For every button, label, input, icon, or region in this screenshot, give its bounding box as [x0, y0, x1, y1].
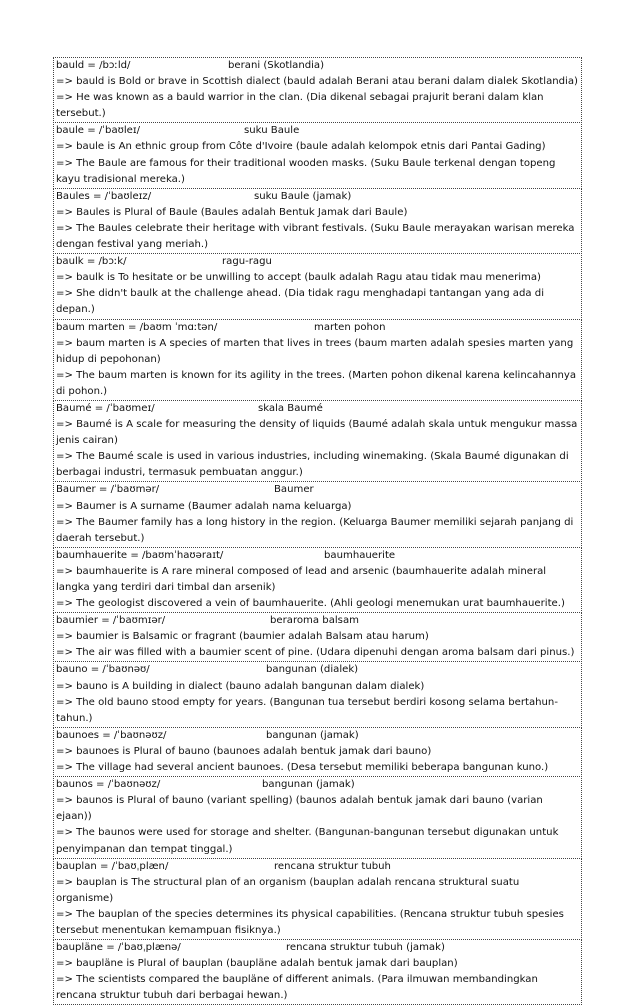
entry-translation: ragu-ragu — [222, 256, 272, 268]
entry-header — [56, 777, 579, 793]
entry-headword: baunos = /ˈbaʊnəʊz/ — [56, 779, 161, 791]
entry-translation: marten pohon — [314, 321, 386, 333]
entry-example: => The old bauno stood empty for years. (Bangunan tua tersebut berdiri kosong selama bertahun-tahun.) — [56, 696, 558, 724]
entry-definition: => baule is An ethnic group from Côte d'Ivoire (baule adalah kelompok etnis dari Pantai Gading) — [56, 141, 546, 153]
entry-definition: => baunos is Plural of bauno (variant spelling) (baunos adalah bentuk jamak dari bauno (varian ejaan)) — [56, 795, 543, 823]
entry-definition: => bauld is Bold or brave in Scottish dialect (bauld adalah Berani atau berani dalam dialek Skotlandia) — [56, 76, 578, 88]
entry-header — [56, 728, 579, 744]
entry-example: => The Baumé scale is used in various industries, including winemaking. (Skala Baumé digunakan di berbagai industri, termasuk pembuatan anggur.) — [56, 451, 569, 479]
entry-example: => The geologist discovered a vein of baumhauerite. (Ahli geologi menemukan urat baumhauerite.) — [56, 598, 565, 610]
dictionary-entry — [53, 122, 582, 188]
dictionary-entry — [53, 319, 582, 401]
entry-translation: bangunan (dialek) — [266, 664, 359, 676]
entry-example: => The Baules celebrate their heritage with vibrant festivals. (Suku Baule merayakan warisan mereka dengan festival yang meriah.) — [56, 222, 575, 251]
entry-headword: baulk = /bɔːk/ — [56, 256, 127, 268]
entry-header — [56, 401, 579, 417]
entry-definition: => baunoes is Plural of bauno (baunoes adalah bentuk jamak dari bauno) — [56, 745, 432, 757]
entry-headword: bauno = /ˈbaʊnəʊ/ — [56, 664, 150, 676]
entry-example: => The baum marten is known for its agility in the trees. (Marten pohon dikenal karena kelincahannya di pohon.) — [56, 369, 577, 397]
entry-headword: bauplan = /ˈbaʊˌplæn/ — [56, 860, 169, 872]
entry-definition: => baumhauerite is A rare mineral composed of lead and arsenic (baumhauerite adalah mineral langka yang terdiri dari timbal dan arsenik) — [56, 565, 547, 593]
dictionary-entry — [53, 481, 582, 547]
entry-headword: baupläne = /ˈbaʊˌplænə/ — [56, 942, 181, 954]
entry-translation: suku Baule (jamak) — [254, 190, 352, 202]
entry-headword: baule = /ˈbaʊleɪ/ — [56, 125, 141, 137]
entry-header — [56, 189, 579, 205]
dictionary-entry — [53, 661, 582, 727]
entry-translation: rencana struktur tubuh (jamak) — [286, 942, 445, 954]
entry-translation: baumhauerite — [324, 549, 396, 561]
entry-definition: => Baumé is A scale for measuring the density of liquids (Baumé adalah skala untuk mengukur massa jenis cairan) — [56, 419, 578, 447]
entry-example: => The baunos were used for storage and shelter. (Bangunan-bangunan tersebut digunakan untuk penyimpanan dan tempat tinggal.) — [56, 827, 559, 855]
entry-definition: => baumier is Balsamic or fragrant (baumier adalah Balsam atau harum) — [56, 631, 429, 643]
entry-example: => The air was filled with a baumier scent of pine. (Udara dipenuhi dengan aroma balsam dari pinus.) — [56, 647, 575, 659]
entry-definition: => baum marten is A species of marten that lives in trees (baum marten adalah spesies marten yang hidup di pepohonan) — [56, 337, 574, 365]
dictionary-entry — [53, 253, 582, 319]
entry-example: => The Baule are famous for their traditional wooden masks. (Suku Baule terkenal dengan topeng kayu tradisional mereka.) — [56, 157, 556, 185]
entry-example: => The bauplan of the species determines its physical capabilities. (Rencana struktur tubuh spesies tersebut menentukan kemampuan fisiknya.) — [56, 908, 564, 936]
entry-headword: baunoes = /ˈbaʊnəʊz/ — [56, 729, 167, 741]
entry-example: => He was known as a bauld warrior in the clan. (Dia dikenal sebagai prajurit berani dalam klan tersebut.) — [56, 92, 544, 120]
entry-example: => The scientists compared the baupläne of different animals. (Para ilmuwan membandingkan rencana struktur tubuh dari berbagai hewan.) — [56, 974, 538, 1002]
dictionary-entry — [53, 400, 582, 482]
entry-headword: bauld = /bɔːld/ — [56, 60, 131, 71]
dictionary-entry — [53, 612, 582, 662]
entry-example: => The village had several ancient baunoes. (Desa tersebut memiliki beberapa bangunan kuno.) — [56, 762, 549, 774]
entry-translation: bangunan (jamak) — [262, 779, 355, 791]
entry-header — [56, 859, 579, 875]
entry-header — [56, 58, 579, 74]
entry-translation: Baumer — [274, 484, 314, 496]
entry-translation: beraroma balsam — [270, 615, 359, 627]
entry-headword: Baumé = /ˈbaʊmeɪ/ — [56, 402, 155, 414]
dictionary-entry — [53, 776, 582, 858]
dictionary-entry — [53, 188, 582, 254]
entry-definition: => baupläne is Plural of bauplan (baupläne adalah bentuk jamak dari bauplan) — [56, 958, 458, 970]
dictionary-entry — [53, 57, 582, 123]
entry-headword: baumhauerite = /baʊmˈhaʊəraɪt/ — [56, 549, 224, 561]
entry-headword: Baumer = /ˈbaʊmər/ — [56, 484, 160, 496]
entry-example: => The Baumer family has a long history in the region. (Keluarga Baumer memiliki sejarah panjang di daerah tersebut.) — [56, 516, 574, 544]
entry-header — [56, 482, 579, 498]
entry-header — [56, 940, 579, 956]
entry-header — [56, 548, 579, 564]
dictionary-entry — [53, 727, 582, 777]
entry-definition: => bauplan is The structural plan of an organism (bauplan adalah rencana struktural suatu organisme) — [56, 876, 520, 904]
dictionary-entry — [53, 858, 582, 940]
entry-header — [56, 123, 579, 139]
entry-translation: rencana struktur tubuh — [274, 860, 391, 872]
entry-headword: Baules = /ˈbaʊleɪz/ — [56, 190, 152, 202]
entry-example: => She didn't baulk at the challenge ahead. (Dia tidak ragu menghadapi tantangan yang ada di depan.) — [56, 288, 545, 316]
entry-headword: baumier = /ˈbaʊmɪər/ — [56, 615, 166, 627]
dictionary-entry — [53, 939, 582, 1005]
entry-definition: => bauno is A building in dialect (bauno adalah bangunan dalam dialek) — [56, 680, 425, 692]
entry-header — [56, 613, 579, 629]
entry-translation: bangunan (jamak) — [266, 729, 359, 741]
dictionary-sheet — [53, 58, 582, 1005]
entry-header — [56, 254, 579, 270]
entry-definition: => baulk is To hesitate or be unwilling to accept (baulk adalah Ragu atau tidak mau menerima) — [56, 272, 541, 284]
dictionary-entry — [53, 547, 582, 613]
entry-translation: suku Baule — [244, 125, 300, 137]
entry-header — [56, 320, 579, 336]
entry-translation: berani (Skotlandia) — [228, 60, 325, 71]
entry-translation: skala Baumé — [258, 402, 323, 414]
entry-headword: baum marten = /baʊm ˈmɑːtən/ — [56, 321, 218, 333]
entry-definition: => Baumer is A surname (Baumer adalah nama keluarga) — [56, 500, 352, 512]
entry-definition: => Baules is Plural of Baule (Baules adalah Bentuk Jamak dari Baule) — [56, 206, 408, 218]
entry-header — [56, 662, 579, 678]
